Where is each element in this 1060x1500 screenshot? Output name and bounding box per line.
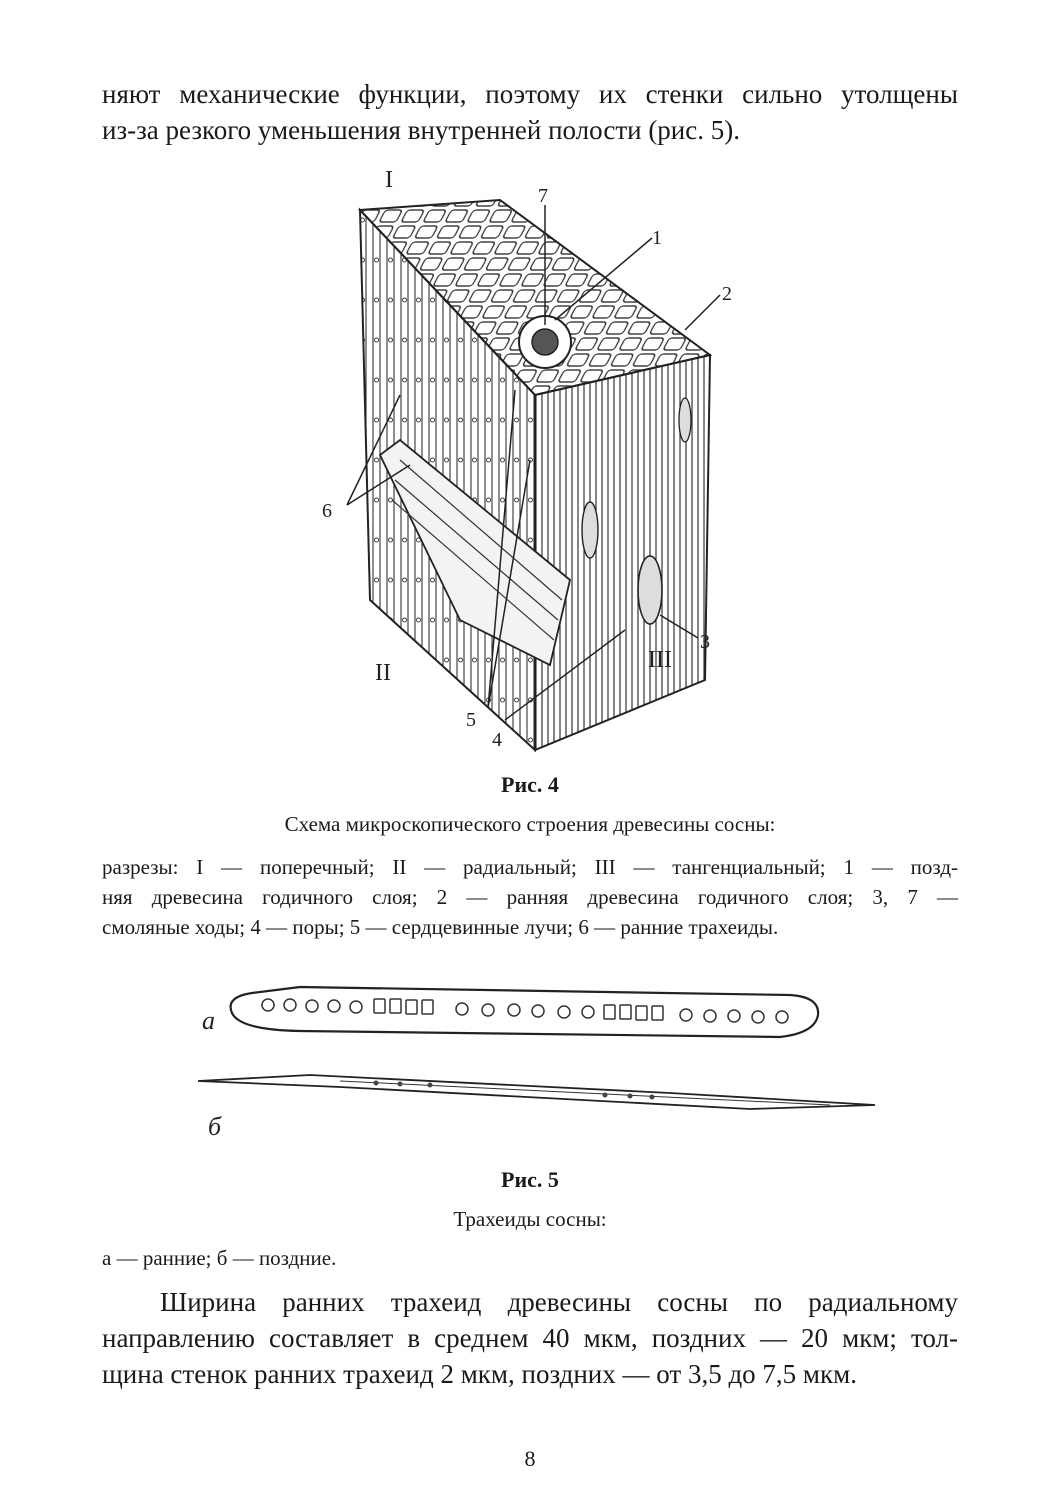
- figure-4-legend-line-2: няя древесина годичного слоя; 2 — ранняя древесина годичного слоя; 3, 7 —: [102, 885, 958, 909]
- label-7: 7: [538, 185, 548, 207]
- label-I: I: [385, 167, 393, 193]
- top-paragraph-line-2: из-за резкого уменьшения внутренней полости (рис. 5).: [102, 115, 740, 145]
- figure-4-caption: Схема микроскопического строения древесины сосны:: [284, 812, 776, 836]
- label-III: III: [648, 647, 672, 673]
- label-II: II: [375, 660, 391, 686]
- resin-canal-3: [638, 556, 662, 624]
- bottom-paragraph-line-2: направлению составляет в среднем 40 мкм, поздних — 20 мкм; тол-: [102, 1323, 958, 1353]
- bottom-paragraph-line-1: Ширина ранних трахеид древесины сосны по радиальному: [160, 1287, 958, 1317]
- label-b: б: [208, 1112, 222, 1141]
- figure-5-legend: а — ранние; б — поздние.: [102, 1246, 337, 1270]
- figure-4-legend-line-3: смоляные ходы; 4 — поры; 5 — сердцевинные лучи; 6 — ранние трахеиды.: [102, 915, 779, 939]
- figure-4-legend: [102, 852, 958, 942]
- label-5: 5: [466, 709, 476, 731]
- figure-5-caption: Трахеиды сосны:: [453, 1207, 607, 1231]
- page-number: 8: [524, 1446, 536, 1471]
- figure-4-title: Рис. 4: [501, 772, 559, 797]
- top-paragraph-line-1: няют механические функции, поэтому их стенки сильно утолщены: [102, 79, 958, 109]
- late-tracheid: [198, 1075, 875, 1109]
- label-4: 4: [492, 729, 502, 751]
- bottom-paragraph: [102, 1284, 958, 1392]
- figure-4-wood-structure-diagram: [300, 160, 760, 760]
- figure-4-legend-line-1: разрезы: I — поперечный; II — радиальный; III — тангенциальный; 1 — позд-: [102, 855, 958, 879]
- label-1: 1: [652, 227, 662, 249]
- figure-5-title: Рис. 5: [501, 1167, 559, 1192]
- top-paragraph: [102, 76, 958, 148]
- bottom-paragraph-line-3: щина стенок ранних трахеид 2 мкм, поздних — от 3,5 до 7,5 мкм.: [102, 1359, 857, 1389]
- label-a: а: [202, 1006, 215, 1035]
- figure-5-tracheids-diagram: [190, 975, 890, 1145]
- label-2: 2: [722, 283, 732, 305]
- label-3: 3: [700, 631, 710, 653]
- label-6: 6: [322, 500, 332, 522]
